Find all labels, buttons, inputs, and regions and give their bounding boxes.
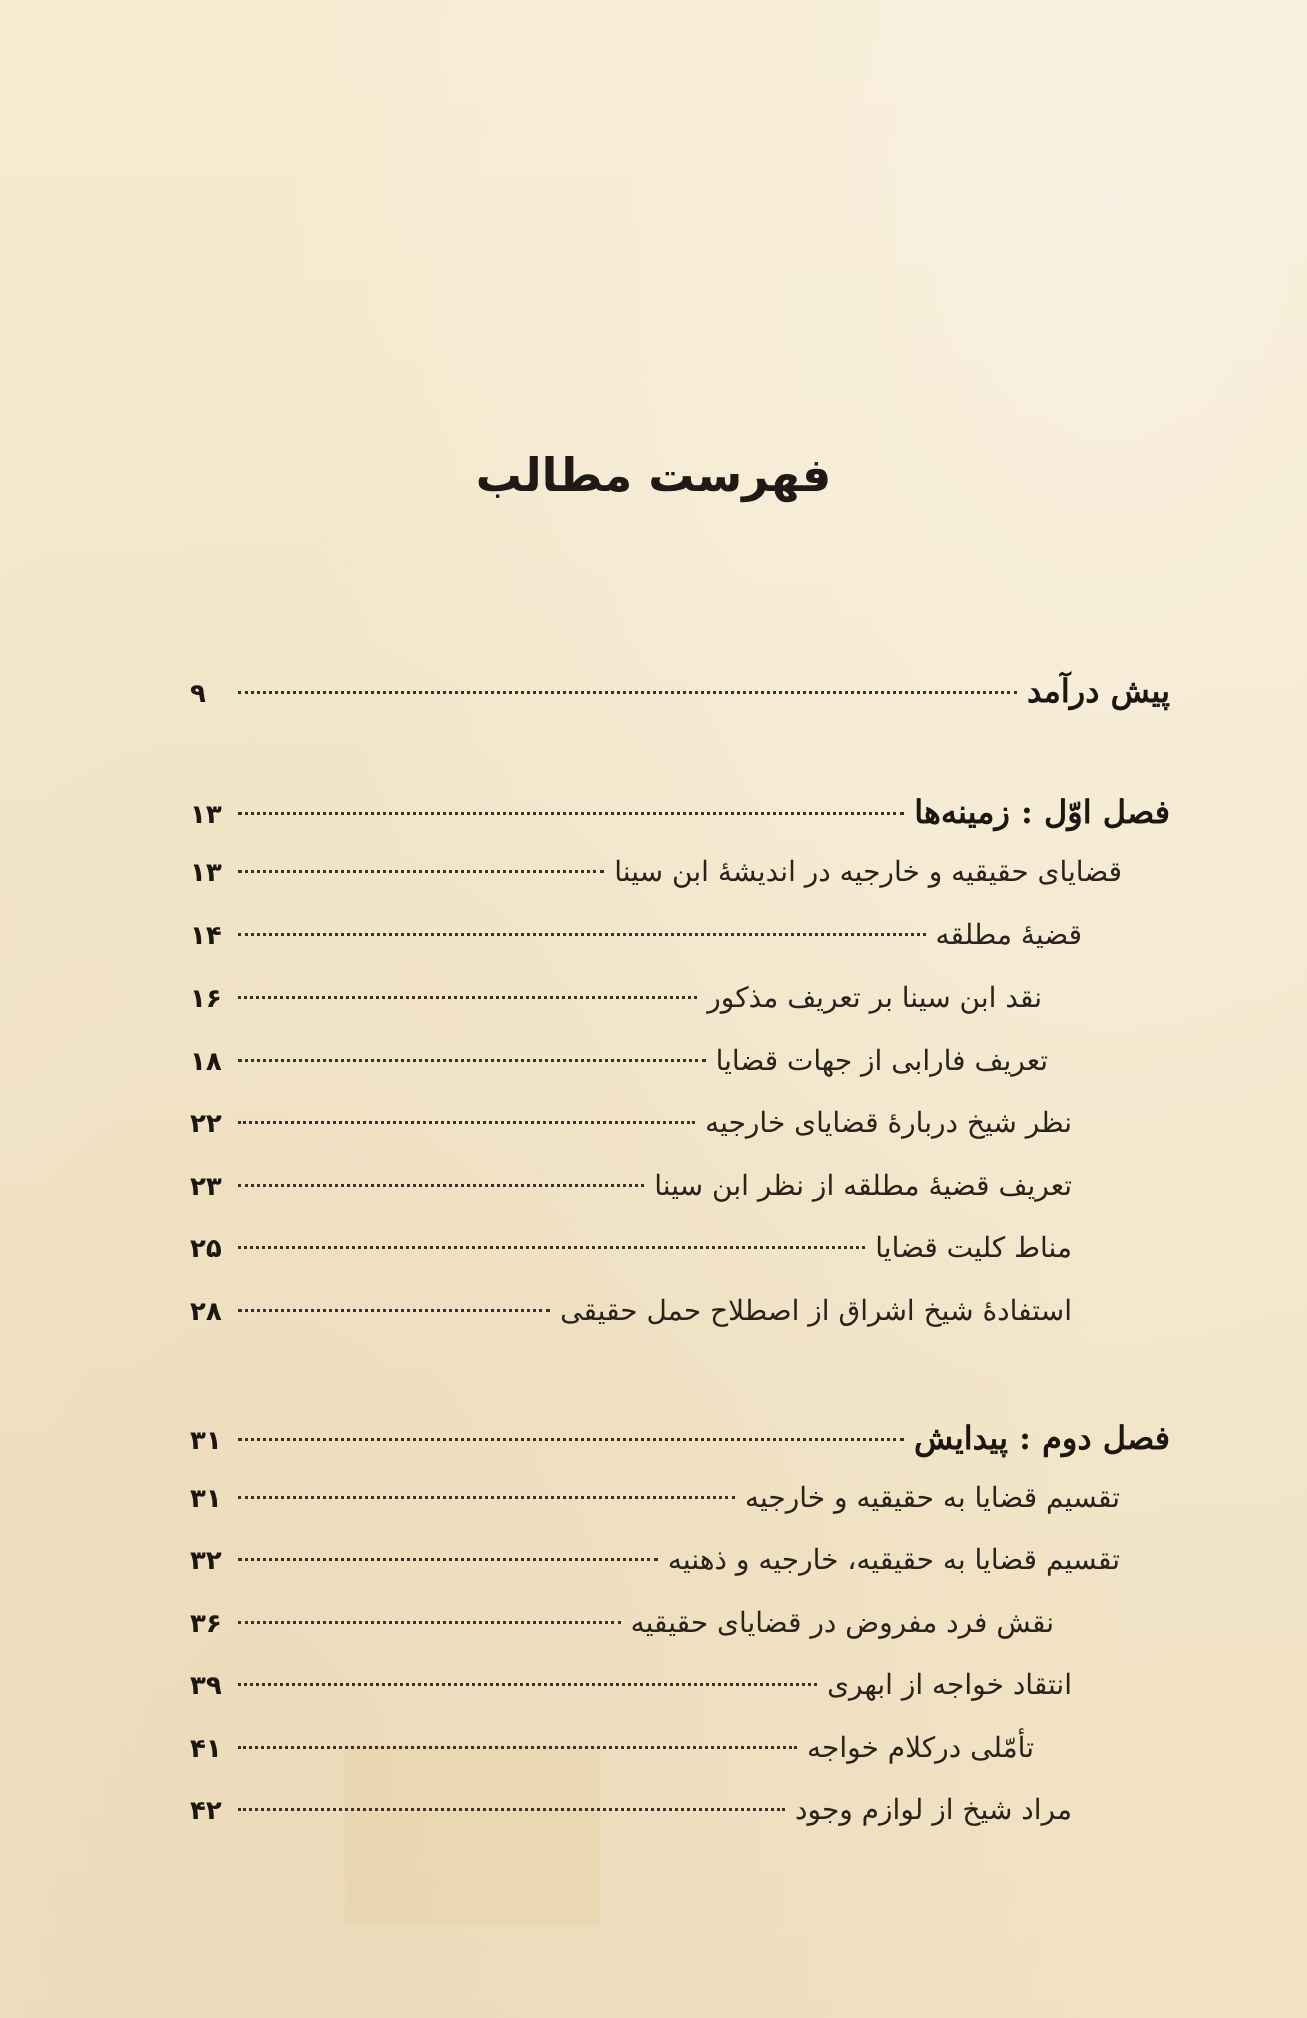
dot-leader: [238, 1496, 735, 1499]
toc-entry: [190, 913, 1082, 957]
toc-entry-title: انتقاد خواجه از ابهری: [827, 1668, 1072, 1701]
toc-page-number: ۱۶: [190, 984, 222, 1014]
toc-entry-title: قضیهٔ مطلقه: [935, 918, 1082, 951]
toc-page-number: ۲۳: [190, 1172, 222, 1202]
dot-leader: [238, 1059, 706, 1062]
table-of-contents: [190, 0, 1170, 2018]
toc-page-number: ۲۵: [190, 1234, 222, 1264]
toc-page-number: ۱۸: [190, 1047, 222, 1077]
dot-leader: [238, 933, 926, 936]
toc-entry-title: مناط کلیت قضایا: [875, 1231, 1072, 1264]
dot-leader: [238, 870, 604, 873]
dot-leader: [238, 1246, 865, 1249]
toc-entry-title: فصل اوّل : زمینه‌ها: [914, 793, 1170, 831]
toc-entry-title: نقش فرد مفروض در قضایای حقیقیه: [630, 1606, 1054, 1639]
toc-entry: [190, 669, 1170, 713]
toc-entry-title: تقسیم قضایا به حقیقیه و خارجیه: [744, 1481, 1120, 1514]
toc-entry: [190, 1663, 1072, 1707]
toc-entry: [190, 1416, 1170, 1460]
toc-entry: [190, 1538, 1120, 1582]
toc-page-number: ۲۲: [190, 1109, 222, 1139]
toc-page-number: ۳۶: [190, 1609, 222, 1639]
toc-entry-title: نظر شیخ دربارهٔ قضایای خارجیه: [705, 1106, 1072, 1139]
toc-page-number: ۳۱: [190, 1484, 222, 1514]
toc-entry-title: استفادهٔ شیخ اشراق از اصطلاح حمل حقیقی: [560, 1294, 1072, 1327]
toc-entry: [190, 1039, 1048, 1083]
toc-page-number: ۳۹: [190, 1671, 222, 1701]
toc-entry: [190, 1726, 1034, 1770]
dot-leader: [238, 1438, 904, 1441]
toc-entry: [190, 790, 1170, 834]
toc-page-number: ۴۲: [190, 1796, 222, 1826]
toc-entry-title: نقد ابن سینا بر تعریف مذکور: [707, 981, 1042, 1014]
toc-entry: [190, 1289, 1072, 1333]
dot-leader: [238, 1808, 785, 1811]
toc-entry-title: قضایای حقیقیه و خارجیه در اندیشهٔ ابن سینا: [614, 855, 1122, 888]
dot-leader: [238, 1309, 550, 1312]
toc-entry-title: تعریف قضیهٔ مطلقه از نظر ابن سینا: [654, 1169, 1072, 1202]
toc-entry-title: پیش درآمد: [1026, 672, 1170, 710]
toc-page-number: ۱۳: [190, 858, 222, 888]
toc-entry: [190, 1601, 1054, 1645]
toc-page-number: ۹: [190, 679, 206, 709]
toc-entry: [190, 850, 1122, 894]
toc-entry-title: مراد شیخ از لوازم وجود: [795, 1793, 1072, 1826]
toc-entry: [190, 976, 1042, 1020]
dot-leader: [238, 1746, 797, 1749]
toc-entry-title: فصل دوم : پیدایش: [914, 1419, 1170, 1457]
toc-entry-title: تقسیم قضایا به حقیقیه، خارجیه و ذهنیه: [667, 1543, 1120, 1576]
toc-page-number: ۲۸: [190, 1297, 222, 1327]
toc-entry: [190, 1788, 1072, 1832]
toc-page-number: ۳۲: [190, 1546, 222, 1576]
toc-page-number: ۱۴: [190, 921, 222, 951]
dot-leader: [238, 691, 1017, 694]
toc-page-number: ۳۱: [190, 1426, 222, 1456]
dot-leader: [238, 1621, 621, 1624]
toc-entry-title: تأمّلی درکلام خواجه: [807, 1731, 1034, 1764]
dot-leader: [238, 1558, 658, 1561]
dot-leader: [238, 1121, 695, 1124]
toc-page-number: ۱۳: [190, 800, 222, 830]
toc-entry: [190, 1101, 1072, 1145]
dot-leader: [238, 1683, 817, 1686]
toc-entry: [190, 1226, 1072, 1270]
toc-entry: [190, 1164, 1072, 1208]
dot-leader: [238, 812, 904, 815]
dot-leader: [238, 996, 697, 999]
toc-page-number: ۴۱: [190, 1734, 222, 1764]
page-title: فهرست مطالب: [475, 448, 832, 502]
toc-entry-title: تعریف فارابی از جهات قضایا: [715, 1044, 1048, 1077]
toc-entry: [190, 1476, 1120, 1520]
dot-leader: [238, 1184, 644, 1187]
